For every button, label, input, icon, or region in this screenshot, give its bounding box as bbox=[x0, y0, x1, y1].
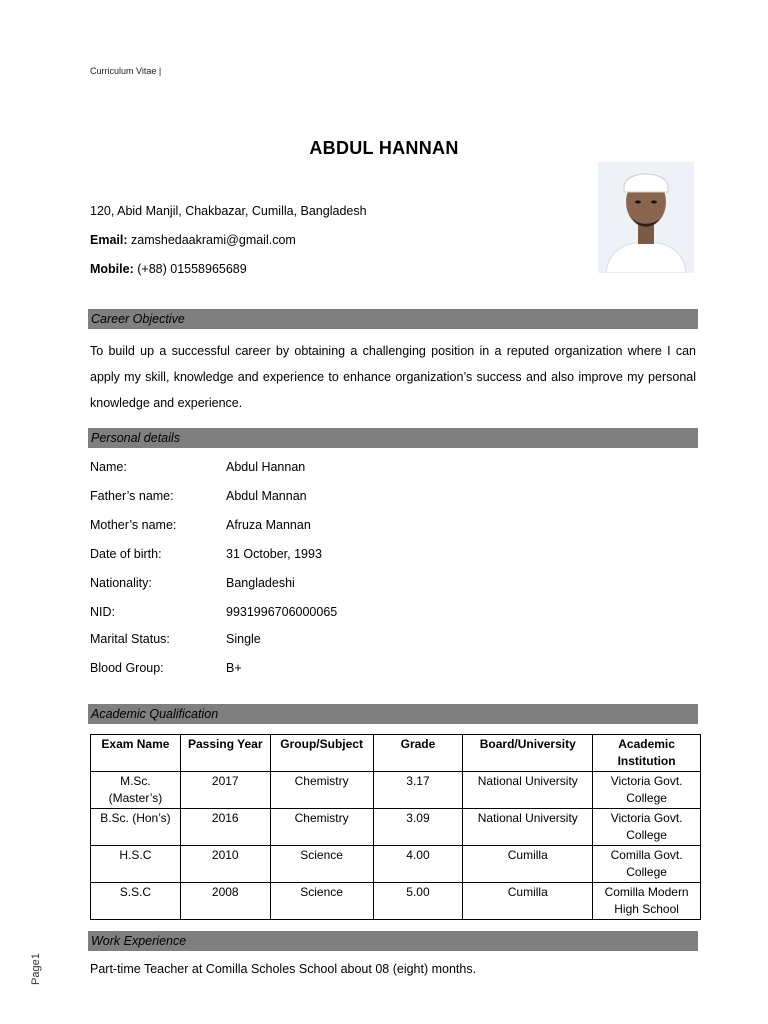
email-value[interactable]: zamshedaakrami@gmail.com bbox=[131, 233, 296, 247]
profile-photo bbox=[598, 162, 694, 273]
pd-label-blood: Blood Group: bbox=[90, 661, 164, 675]
profile-photo-image bbox=[598, 162, 694, 273]
pd-value-blood: B+ bbox=[226, 661, 242, 675]
table-row bbox=[91, 809, 701, 846]
table-cell: Cumilla bbox=[463, 846, 593, 883]
table-cell: 4.00 bbox=[373, 846, 463, 883]
career-objective-text: To build up a successful career by obtaining a challenging position in a reputed organization where I can apply my skill, knowledge and experience to enhance organization’s success and also improve my personal knowledge and experience. bbox=[90, 344, 696, 410]
header-note: Curriculum Vitae | bbox=[90, 66, 162, 76]
pd-value-nid: 9931996706000065 bbox=[226, 605, 338, 619]
address: 120, Abid Manjil, Chakbazar, Cumilla, Bangladesh bbox=[90, 204, 367, 218]
table-cell: 3.09 bbox=[373, 809, 463, 846]
pd-label-mother: Mother’s name: bbox=[90, 518, 177, 532]
section-work-experience bbox=[88, 931, 698, 951]
pd-value-name: Abdul Hannan bbox=[226, 460, 306, 474]
pd-label-marital: Marital Status: bbox=[90, 632, 170, 646]
pd-value-mother: Afruza Mannan bbox=[226, 518, 311, 532]
table-row bbox=[91, 772, 701, 809]
col-header: Passing Year bbox=[180, 735, 270, 772]
mobile-value: (+88) 01558965689 bbox=[137, 262, 247, 276]
table-cell: Science bbox=[270, 846, 373, 883]
table-cell: H.S.C bbox=[91, 846, 181, 883]
section-career-objective bbox=[88, 309, 698, 329]
section-title: Personal details bbox=[91, 431, 180, 445]
email-label: Email: bbox=[90, 233, 128, 247]
table-cell: National University bbox=[463, 809, 593, 846]
pd-label-name: Name: bbox=[90, 460, 127, 474]
pd-label-nationality: Nationality: bbox=[90, 576, 152, 590]
table-cell: Comilla Govt. College bbox=[593, 846, 701, 883]
table-cell: 2017 bbox=[180, 772, 270, 809]
table-header-row bbox=[91, 735, 701, 772]
pd-value-dob: 31 October, 1993 bbox=[226, 547, 322, 561]
work-experience-text: Part-time Teacher at Comilla Scholes School about 08 (eight) months. bbox=[90, 962, 477, 976]
table-row bbox=[91, 846, 701, 883]
table-cell: Science bbox=[270, 883, 373, 920]
candidate-name: ABDUL HANNAN bbox=[309, 138, 459, 158]
table-cell: 5.00 bbox=[373, 883, 463, 920]
table-cell: Cumilla bbox=[463, 883, 593, 920]
table-cell: 3.17 bbox=[373, 772, 463, 809]
col-header: Group/Subject bbox=[270, 735, 373, 772]
table-cell: Victoria Govt. College bbox=[593, 809, 701, 846]
col-header: Board/University bbox=[463, 735, 593, 772]
table-cell: Chemistry bbox=[270, 809, 373, 846]
section-title: Academic Qualification bbox=[91, 707, 219, 721]
page-number-label: Page1 bbox=[30, 953, 42, 985]
pd-value-marital: Single bbox=[226, 632, 261, 646]
mobile-line bbox=[90, 262, 247, 276]
table-cell: B.Sc. (Hon’s) bbox=[91, 809, 181, 846]
section-personal-details bbox=[88, 428, 698, 448]
table-cell: 2010 bbox=[180, 846, 270, 883]
pd-value-father: Abdul Mannan bbox=[226, 489, 307, 503]
pd-label-dob: Date of birth: bbox=[90, 547, 162, 561]
table-cell: Victoria Govt. College bbox=[593, 772, 701, 809]
pd-label-father: Father’s name: bbox=[90, 489, 174, 503]
table-row bbox=[91, 883, 701, 920]
mobile-label: Mobile: bbox=[90, 262, 134, 276]
pd-value-nationality: Bangladeshi bbox=[226, 576, 295, 590]
table-cell: National University bbox=[463, 772, 593, 809]
section-academic bbox=[88, 704, 698, 724]
academic-table bbox=[90, 734, 701, 920]
col-header: Exam Name bbox=[91, 735, 181, 772]
section-title: Career Objective bbox=[91, 312, 185, 326]
table-cell: S.S.C bbox=[91, 883, 181, 920]
table-cell: Chemistry bbox=[270, 772, 373, 809]
email-line bbox=[90, 233, 296, 247]
section-title: Work Experience bbox=[91, 934, 187, 948]
table-cell: 2016 bbox=[180, 809, 270, 846]
col-header: Grade bbox=[373, 735, 463, 772]
table-cell: M.Sc. (Master’s) bbox=[91, 772, 181, 809]
table-cell: 2008 bbox=[180, 883, 270, 920]
table-cell: Comilla Modern High School bbox=[593, 883, 701, 920]
pd-label-nid: NID: bbox=[90, 605, 115, 619]
col-header: Academic Institution bbox=[593, 735, 701, 772]
